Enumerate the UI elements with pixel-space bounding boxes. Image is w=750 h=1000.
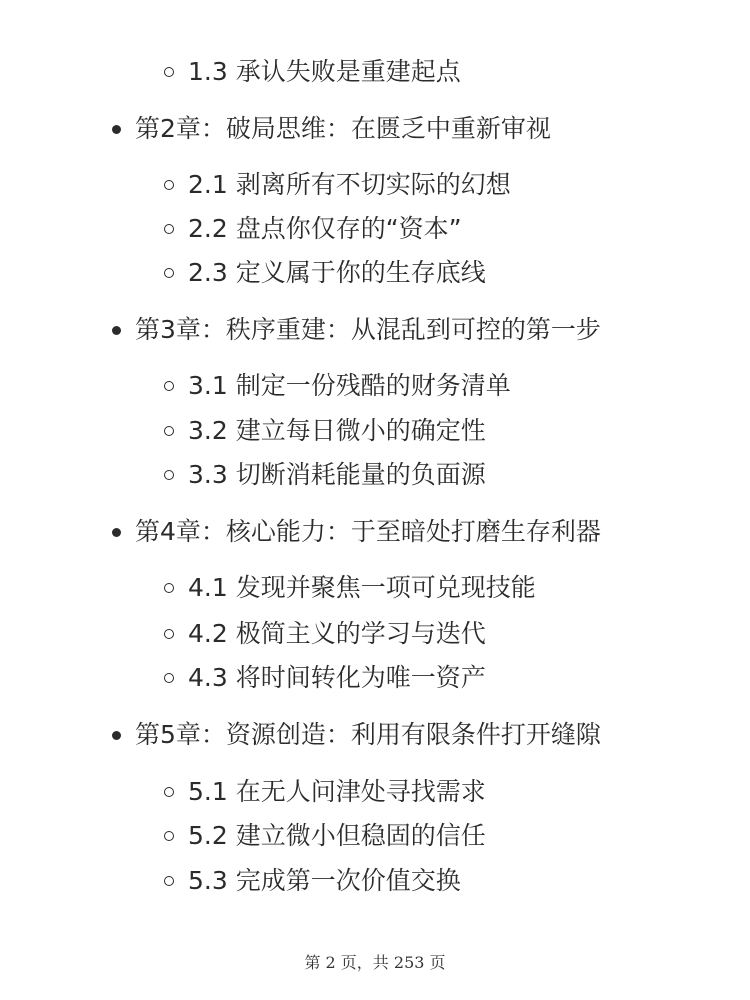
toc-item-label: 2.2 盘点你仅存的“资本” [188,214,462,243]
bullet-disc-icon [112,731,121,740]
toc-item-label: 2.1 剥离所有不切实际的幻想 [188,170,511,199]
toc-section-item [188,212,462,246]
bullet-circle-icon [164,268,174,278]
toc-item-label: 第5章：资源创造：利用有限条件打开缝隙 [135,720,601,749]
toc-chapter-item [135,313,601,347]
toc-section-item [188,55,461,89]
toc-item-label: 3.2 建立每日微小的确定性 [188,416,486,445]
toc-section-item [188,168,511,202]
toc-section-item [188,571,536,605]
bullet-circle-icon [164,583,174,593]
bullet-circle-icon [164,831,174,841]
bullet-circle-icon [164,426,174,436]
toc-item-label: 2.3 定义属于你的生存底线 [188,258,486,287]
toc-section-item [188,819,486,853]
toc-item-label: 5.2 建立微小但稳固的信任 [188,821,486,850]
toc-item-label: 3.3 切断消耗能量的负面源 [188,460,486,489]
toc-item-label: 第2章：破局思维：在匮乏中重新审视 [135,114,551,143]
toc-item-label: 5.1 在无人问津处寻找需求 [188,777,486,806]
bullet-circle-icon [164,673,174,683]
toc-section-item [188,864,461,898]
toc-item-label: 4.1 发现并聚焦一项可兑现技能 [188,573,536,602]
bullet-circle-icon [164,67,174,77]
page-footer: 第 2 页，共 253 页 [304,953,446,972]
toc-section-item [188,775,486,809]
toc-section-item [188,414,486,448]
bullet-circle-icon [164,787,174,797]
toc-chapter-item [135,515,601,549]
toc-item-label: 1.3 承认失败是重建起点 [188,57,461,86]
toc-section-item [188,369,511,403]
bullet-disc-icon [112,326,121,335]
toc-chapter-item [135,718,601,752]
toc-section-item [188,661,486,695]
toc-item-label: 第4章：核心能力：于至暗处打磨生存利器 [135,517,601,546]
toc-item-label: 3.1 制定一份残酷的财务清单 [188,371,511,400]
bullet-circle-icon [164,180,174,190]
bullet-circle-icon [164,629,174,639]
toc-item-label: 第3章：秩序重建：从混乱到可控的第一步 [135,315,601,344]
toc-item-label: 4.3 将时间转化为唯一资产 [188,663,486,692]
toc-section-item [188,617,486,651]
toc-section-item [188,256,486,290]
toc-item-label: 5.3 完成第一次价值交换 [188,866,461,895]
bullet-circle-icon [164,381,174,391]
toc-chapter-item [135,112,551,146]
bullet-circle-icon [164,470,174,480]
bullet-disc-icon [112,125,121,134]
bullet-circle-icon [164,224,174,234]
toc-item-label: 4.2 极简主义的学习与迭代 [188,619,486,648]
toc-section-item [188,458,486,492]
bullet-disc-icon [112,528,121,537]
bullet-circle-icon [164,876,174,886]
